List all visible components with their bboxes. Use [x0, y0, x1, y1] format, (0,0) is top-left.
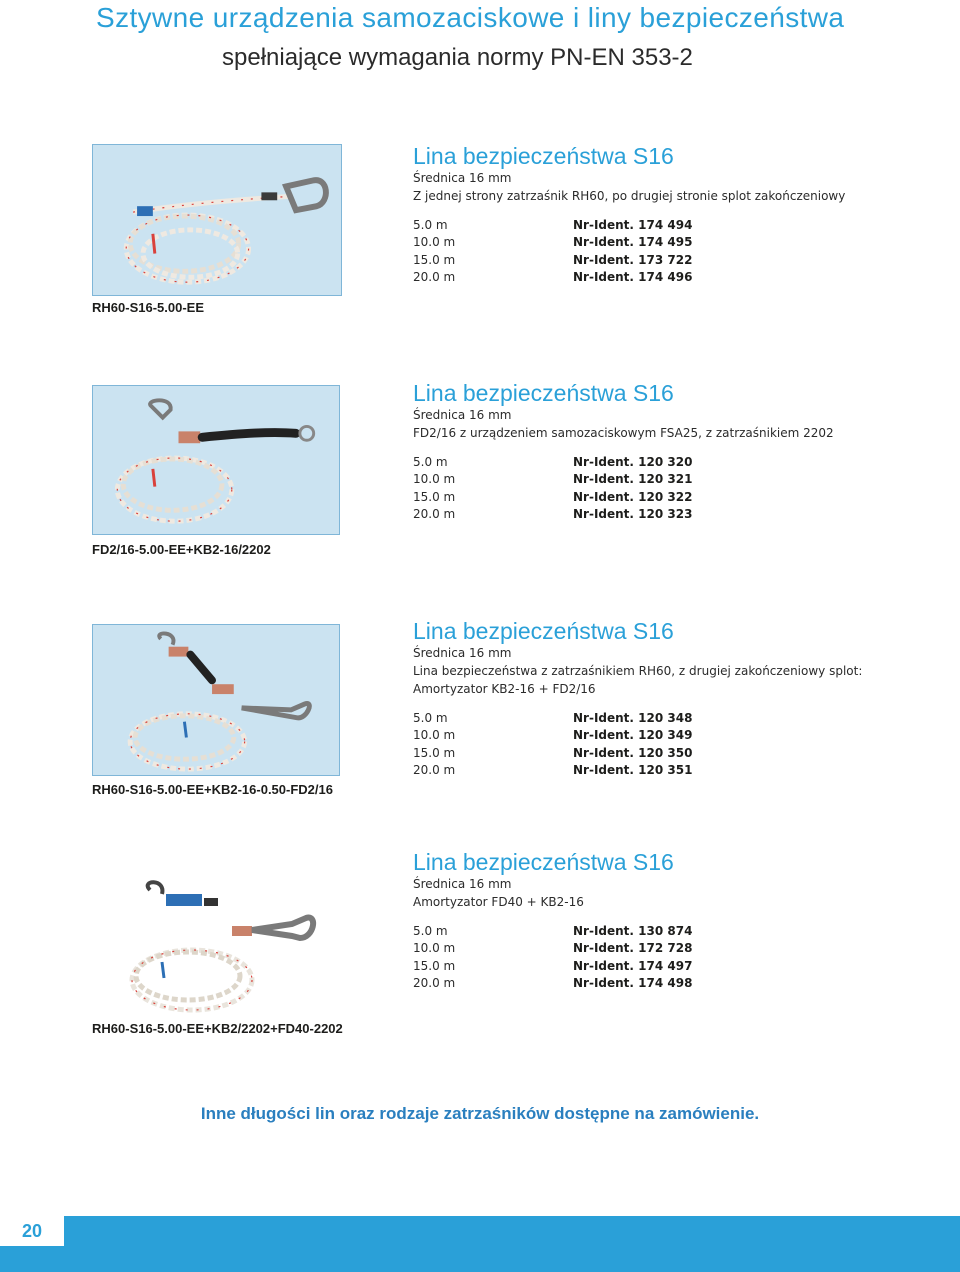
product-title: Lina bezpieczeństwa S16 [413, 380, 674, 406]
rope-illustration-icon [93, 625, 339, 775]
rope-illustration-icon [93, 386, 339, 534]
variant-table [413, 217, 933, 287]
variant-ref: Nr-Ident. 120 348 [573, 711, 693, 725]
product-description-line: Amortyzator FD40 + KB2-16 [413, 895, 584, 909]
page-subtitle: spełniające wymagania normy PN-EN 353-2 [222, 44, 693, 71]
variant-table [413, 923, 933, 993]
variant-ref: Nr-Ident. 174 495 [573, 235, 693, 250]
variant-ref: Nr-Ident. 174 498 [573, 976, 693, 991]
variant-row [413, 762, 933, 779]
footer-bar [0, 1216, 960, 1272]
product-info [413, 618, 933, 780]
product-photo-rope-fd40 [92, 872, 340, 1018]
variant-row [413, 940, 933, 957]
variant-ref: Nr-Ident. 120 321 [573, 472, 693, 487]
rope-illustration-icon [93, 145, 341, 295]
variant-length: 20.0 m [413, 507, 456, 522]
variant-row [413, 975, 933, 992]
product-description-line: Lina bezpieczeństwa z zatrzaśnikiem RH60, z drugiej zakończeniowy splot: [413, 664, 863, 678]
variant-ref: Nr-Ident. 120 350 [573, 745, 693, 760]
variant-length: 10.0 m [413, 728, 456, 743]
variant-row [413, 217, 933, 234]
page-number: 20 [0, 1216, 64, 1246]
variant-row [413, 269, 933, 286]
product-description-line: Średnica 16 mm [413, 408, 512, 422]
rope-illustration-icon [92, 872, 340, 1018]
availability-note: Inne długości lin oraz rodzaje zatrzaśników dostępne na zamówienie. [200, 1104, 760, 1123]
variant-length: 15.0 m [413, 958, 456, 973]
variant-ref: Nr-Ident. 120 320 [573, 455, 693, 469]
variant-ref: Nr-Ident. 120 351 [573, 763, 693, 778]
product-photo-rope-rh60 [92, 144, 342, 296]
product-photo-rope-fsa25 [92, 385, 340, 535]
variant-ref: Nr-Ident. 130 874 [573, 924, 693, 938]
product-description-line: Średnica 16 mm [413, 646, 512, 660]
variant-row [413, 252, 933, 269]
variant-row [413, 923, 933, 940]
variant-row [413, 489, 933, 506]
variant-row [413, 745, 933, 762]
product-description-line: Średnica 16 mm [413, 877, 512, 891]
variant-row [413, 958, 933, 975]
variant-ref: Nr-Ident. 172 728 [573, 941, 693, 956]
product-description-line: FD2/16 z urządzeniem samozaciskowym FSA25, z zatrzaśnikiem 2202 [413, 426, 834, 440]
product-code: FD2/16-5.00-EE+KB2-16/2202 [92, 542, 271, 557]
variant-ref: Nr-Ident. 120 349 [573, 728, 693, 743]
variant-length: 5.0 m [413, 924, 448, 938]
variant-ref: Nr-Ident. 120 322 [573, 489, 693, 504]
variant-length: 5.0 m [413, 455, 448, 469]
product-code: RH60-S16-5.00-EE+KB2/2202+FD40-2202 [92, 1021, 343, 1036]
product-title: Lina bezpieczeństwa S16 [413, 849, 674, 875]
variant-row [413, 454, 933, 471]
product-info [413, 380, 933, 524]
page-title: Sztywne urządzenia samozaciskowe i liny bezpieczeństwa [96, 2, 845, 33]
product-code: RH60-S16-5.00-EE+KB2-16-0.50-FD2/16 [92, 782, 333, 797]
variant-length: 15.0 m [413, 745, 456, 760]
variant-length: 10.0 m [413, 472, 456, 487]
variant-length: 20.0 m [413, 270, 456, 285]
variant-row [413, 727, 933, 744]
product-description-line: Średnica 16 mm [413, 171, 512, 185]
product-info [413, 143, 933, 287]
variant-ref: Nr-Ident. 174 496 [573, 270, 693, 285]
variant-ref: Nr-Ident. 173 722 [573, 252, 693, 267]
product-photo-rope-kb2-fd2 [92, 624, 340, 776]
variant-length: 20.0 m [413, 763, 456, 778]
variant-length: 15.0 m [413, 252, 456, 267]
variant-row [413, 506, 933, 523]
product-description-line: Z jednej strony zatrzaśnik RH60, po drugiej stronie splot zakończeniowy [413, 189, 846, 203]
variant-row [413, 471, 933, 488]
product-description-line: Amortyzator KB2-16 + FD2/16 [413, 682, 596, 696]
variant-table [413, 454, 933, 524]
variant-row [413, 234, 933, 251]
variant-length: 5.0 m [413, 711, 448, 725]
product-code: RH60-S16-5.00-EE [92, 300, 204, 315]
variant-length: 10.0 m [413, 235, 456, 250]
variant-row [413, 710, 933, 727]
variant-length: 15.0 m [413, 489, 456, 504]
product-title: Lina bezpieczeństwa S16 [413, 143, 674, 169]
product-title: Lina bezpieczeństwa S16 [413, 618, 674, 644]
variant-table [413, 710, 933, 780]
variant-length: 20.0 m [413, 976, 456, 991]
product-info [413, 849, 933, 993]
variant-ref: Nr-Ident. 174 497 [573, 958, 693, 973]
variant-length: 10.0 m [413, 941, 456, 956]
variant-length: 5.0 m [413, 218, 448, 232]
variant-ref: Nr-Ident. 174 494 [573, 218, 693, 232]
variant-ref: Nr-Ident. 120 323 [573, 507, 693, 522]
